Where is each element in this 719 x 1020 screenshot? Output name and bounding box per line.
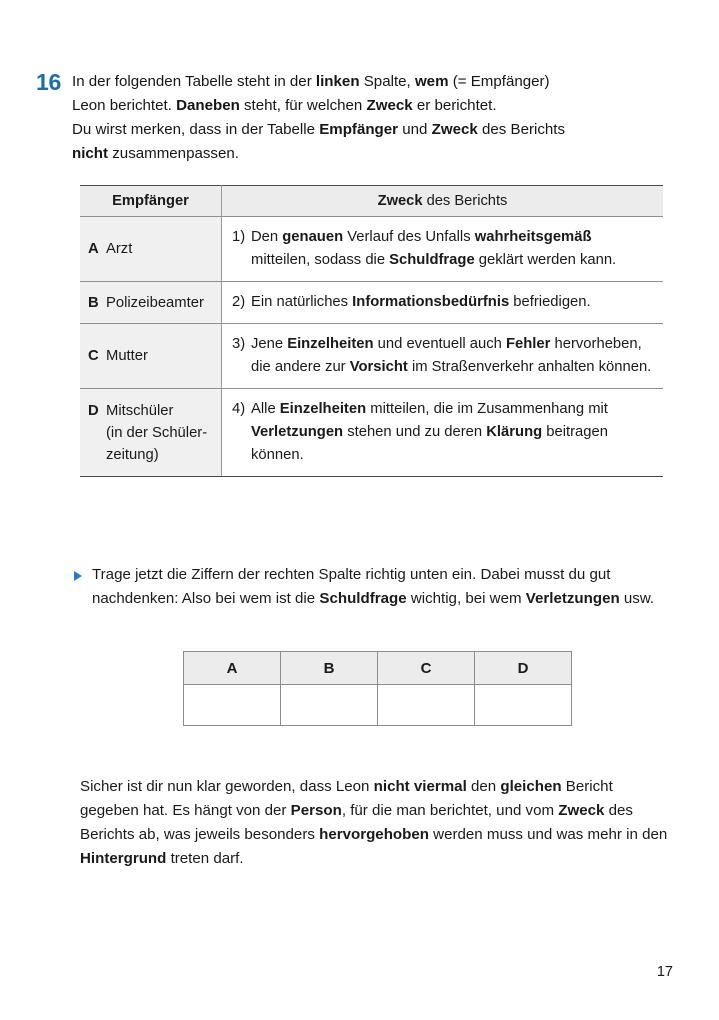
answer-cell-c[interactable]: [378, 685, 475, 726]
header-empfaenger: Empfänger: [80, 186, 222, 217]
header-zweck: Zweck des Berichts: [222, 186, 664, 217]
recipient-cell-c: [80, 324, 222, 389]
purpose-number: 4): [232, 401, 246, 417]
recipient-name: Arzt: [106, 241, 133, 257]
answer-cell-b[interactable]: [281, 685, 378, 726]
purpose-number: 3): [232, 336, 246, 352]
table-row: [80, 389, 663, 477]
row-letter: D: [88, 402, 99, 419]
answer-cell-d[interactable]: [475, 685, 572, 726]
recipient-cell-b: [80, 282, 222, 324]
answer-header-row: [184, 652, 572, 685]
closing-paragraph: Sicher ist dir nun klar geworden, dass Leon nicht viermal den gleichen Bericht gegeben hat. Es hängt von der Person, für die man berichtet, und vom Zweck des Berichts ab, was jeweils besonders hervorgehoben werden muss und was mehr in den Hintergrund treten darf.: [80, 778, 668, 867]
table-head: [80, 186, 663, 217]
purpose-cell-2: [222, 282, 664, 324]
answer-entry-table: [183, 651, 572, 726]
purpose-text: Den genauen Verlauf des Unfalls wahrheitsgemäß mitteilen, sodass die Schuldfrage geklärt werden kann.: [251, 229, 617, 268]
exercise-block: [36, 70, 673, 166]
answer-cell-a[interactable]: [184, 685, 281, 726]
answer-input-row: [184, 685, 572, 726]
purpose-text: Alle Einzelheiten mitteilen, die im Zusammenhang mit Verletzungen stehen und zu deren Klärung beitragen können.: [251, 401, 608, 463]
table-body: [80, 217, 663, 477]
purpose-cell-4: [222, 389, 664, 477]
answer-header-c: C: [378, 652, 475, 685]
answer-header-b: B: [281, 652, 378, 685]
row-letter: A: [88, 241, 99, 257]
recipient-name: Mitschüler (in der Schüler- zeitung): [106, 402, 208, 463]
row-letter: C: [88, 348, 99, 364]
purpose-number: 1): [232, 229, 246, 245]
instruction-text: Trage jetzt die Ziffern der rechten Spalte richtig unten ein. Dabei musst du gut nachdenken: Also bei wem ist die Schuldfrage wichtig, bei wem Verletzungen usw.: [92, 566, 655, 607]
row-letter: B: [88, 294, 99, 311]
recipient-cell-a: [80, 217, 222, 282]
recipient-purpose-table: [80, 185, 663, 477]
answer-table-body: [184, 685, 572, 726]
recipient-cell-d: [80, 389, 222, 477]
recipient-name: Polizeibeamter: [106, 294, 204, 311]
purpose-text: Jene Einzelheiten und eventuell auch Fehler hervorheben, die andere zur Vorsicht im Straßenverkehr anhalten können.: [251, 336, 652, 375]
page-number: 17: [656, 964, 673, 980]
triangle-right-icon: [74, 563, 92, 581]
purpose-number: 2): [232, 294, 246, 310]
answer-header-d: D: [475, 652, 572, 685]
exercise-intro-text: In der folgenden Tabelle steht in der linken Spalte, wem (= Empfänger) Leon berichtet. Daneben steht, für welchen Zweck er berichtet. Du wirst merken, dass in der Tabelle Empfänger und Zweck des Berichts nicht zusammenpassen.: [72, 73, 566, 162]
purpose-text: Ein natürliches Informationsbedürfnis befriedigen.: [251, 294, 591, 310]
purpose-cell-3: [222, 324, 664, 389]
purpose-cell-1: [222, 217, 664, 282]
exercise-number: 16: [36, 69, 61, 95]
table-row: [80, 282, 663, 324]
table-row: [80, 217, 663, 282]
recipient-name: Mutter: [106, 348, 148, 364]
table-row: [80, 324, 663, 389]
table-header-row: [80, 186, 663, 217]
instruction-block: [74, 563, 673, 611]
answer-header-a: A: [184, 652, 281, 685]
answer-table-head: [184, 652, 572, 685]
